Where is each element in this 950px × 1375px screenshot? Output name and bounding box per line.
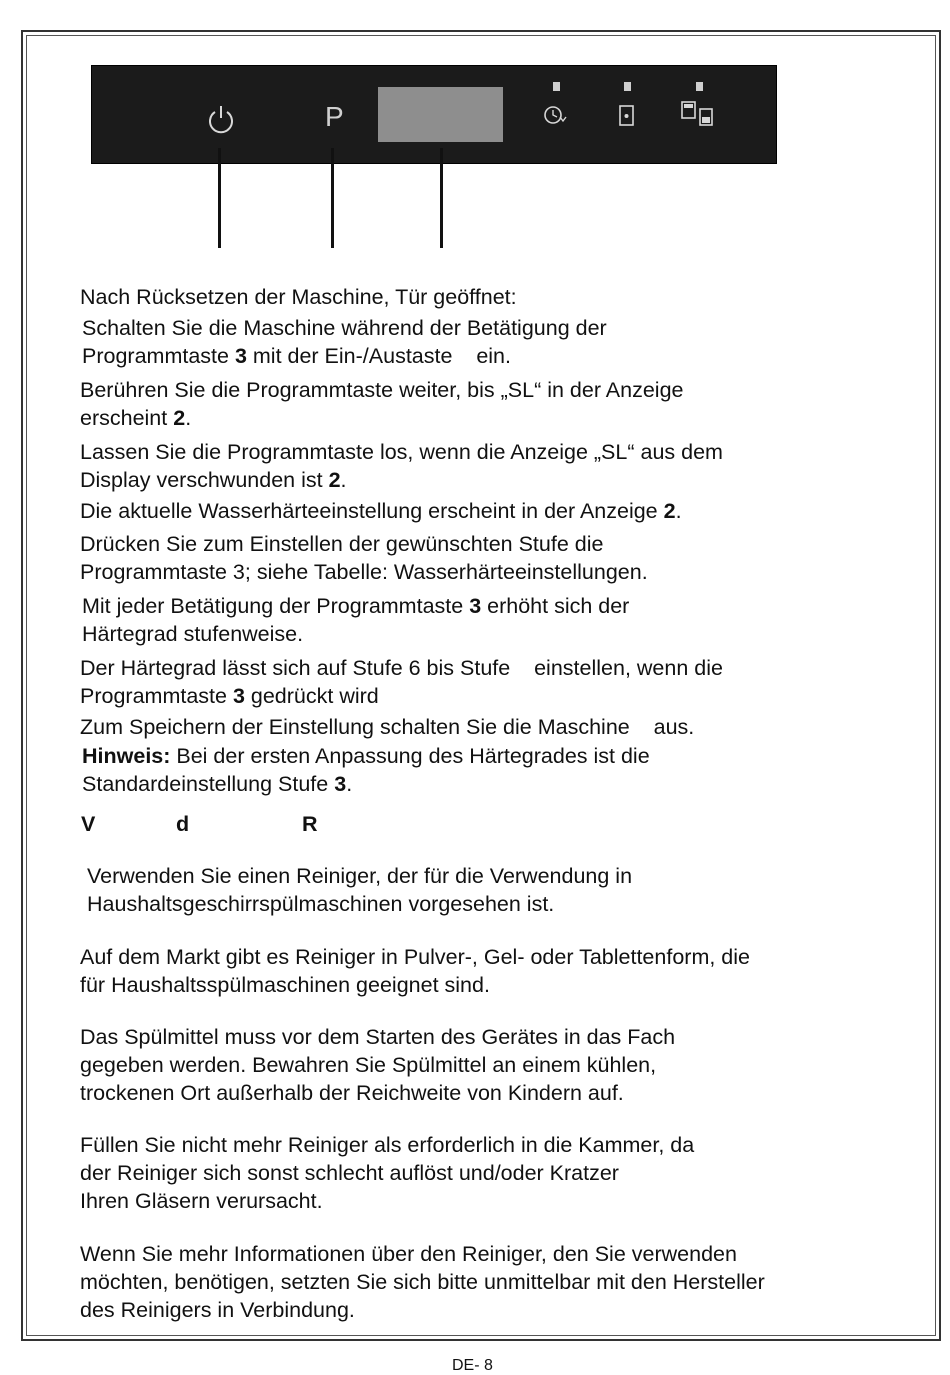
paragraph: Verwenden Sie einen Reiniger, der für die Verwendung in Haushaltsgeschirrspülmaschinen vorgesehen ist. <box>87 864 633 916</box>
salt-led <box>696 82 703 91</box>
paragraph: Das Spülmittel muss vor dem Starten des Gerätes in das Fach gegeben werden. Bewahren Sie Spülmittel an einem kühlen, trockenen Ort außerhalb der Reichweite von Kindern auf. <box>80 1025 676 1105</box>
salt-rinse-indicator-icon <box>680 100 716 128</box>
paragraph: Nach Rücksetzen der Maschine, Tür geöffnet: <box>80 285 517 309</box>
program-button-label: P <box>325 101 344 132</box>
callout-line-power <box>218 148 221 248</box>
note-paragraph: Hinweis: Bei der ersten Anpassung des Härtegrades ist die Standardeinstellung Stufe 3. <box>82 744 650 796</box>
delay-timer-icon <box>543 104 569 126</box>
paragraph: Füllen Sie nicht mehr Reiniger als erforderlich in die Kammer, da der Reiniger sich sonst schlecht auflöst und/oder Kratzer Ihren Gläsern verursacht. <box>80 1133 695 1213</box>
paragraph: Auf dem Markt gibt es Reiniger in Pulver-, Gel- oder Tablettenform, die für Haushaltsspülmaschinen geeignet sind. <box>80 945 750 997</box>
control-panel-illustration <box>91 65 777 164</box>
paragraph: Die aktuelle Wasserhärteeinstellung erscheint in der Anzeige 2. <box>80 499 682 523</box>
page-number: DE- 8 <box>452 1357 493 1374</box>
callout-line-program <box>331 148 334 248</box>
paragraph: Schalten Sie die Maschine während der Betätigung der Programmtaste 3 mit der Ein-/Austaste ein. <box>82 316 607 368</box>
half-load-icon <box>618 104 636 128</box>
section-heading-v: V <box>81 812 96 836</box>
paragraph: Zum Speichern der Einstellung schalten Sie die Maschine aus. <box>80 715 695 739</box>
paragraph: Berühren Sie die Programmtaste weiter, bis „SL“ in der Anzeige erscheint 2. <box>80 378 684 430</box>
section-heading-r: R <box>302 812 318 836</box>
power-icon <box>206 104 236 134</box>
callout-line-display <box>440 148 443 248</box>
paragraph: Mit jeder Betätigung der Programmtaste 3 erhöht sich der Härtegrad stufenweise. <box>82 594 630 646</box>
half-load-led <box>624 82 631 91</box>
paragraph: Der Härtegrad lässt sich auf Stufe 6 bis Stufe einstellen, wenn die Programmtaste 3 gedrückt wird <box>80 656 723 708</box>
section-heading-d: d <box>176 812 190 836</box>
paragraph: Drücken Sie zum Einstellen der gewünschten Stufe die Programmtaste 3; siehe Tabelle: Wasserhärteeinstellungen. <box>80 532 648 584</box>
paragraph: Lassen Sie die Programmtaste los, wenn die Anzeige „SL“ aus dem Display verschwunden ist 2. <box>80 440 723 492</box>
delay-led <box>553 82 560 91</box>
display-window <box>378 87 503 142</box>
paragraph: Wenn Sie mehr Informationen über den Reiniger, den Sie verwenden möchten, benötigen, setzten Sie sich bitte unmittelbar mit den Hersteller des Reinigers in Verbindung. <box>80 1242 765 1322</box>
